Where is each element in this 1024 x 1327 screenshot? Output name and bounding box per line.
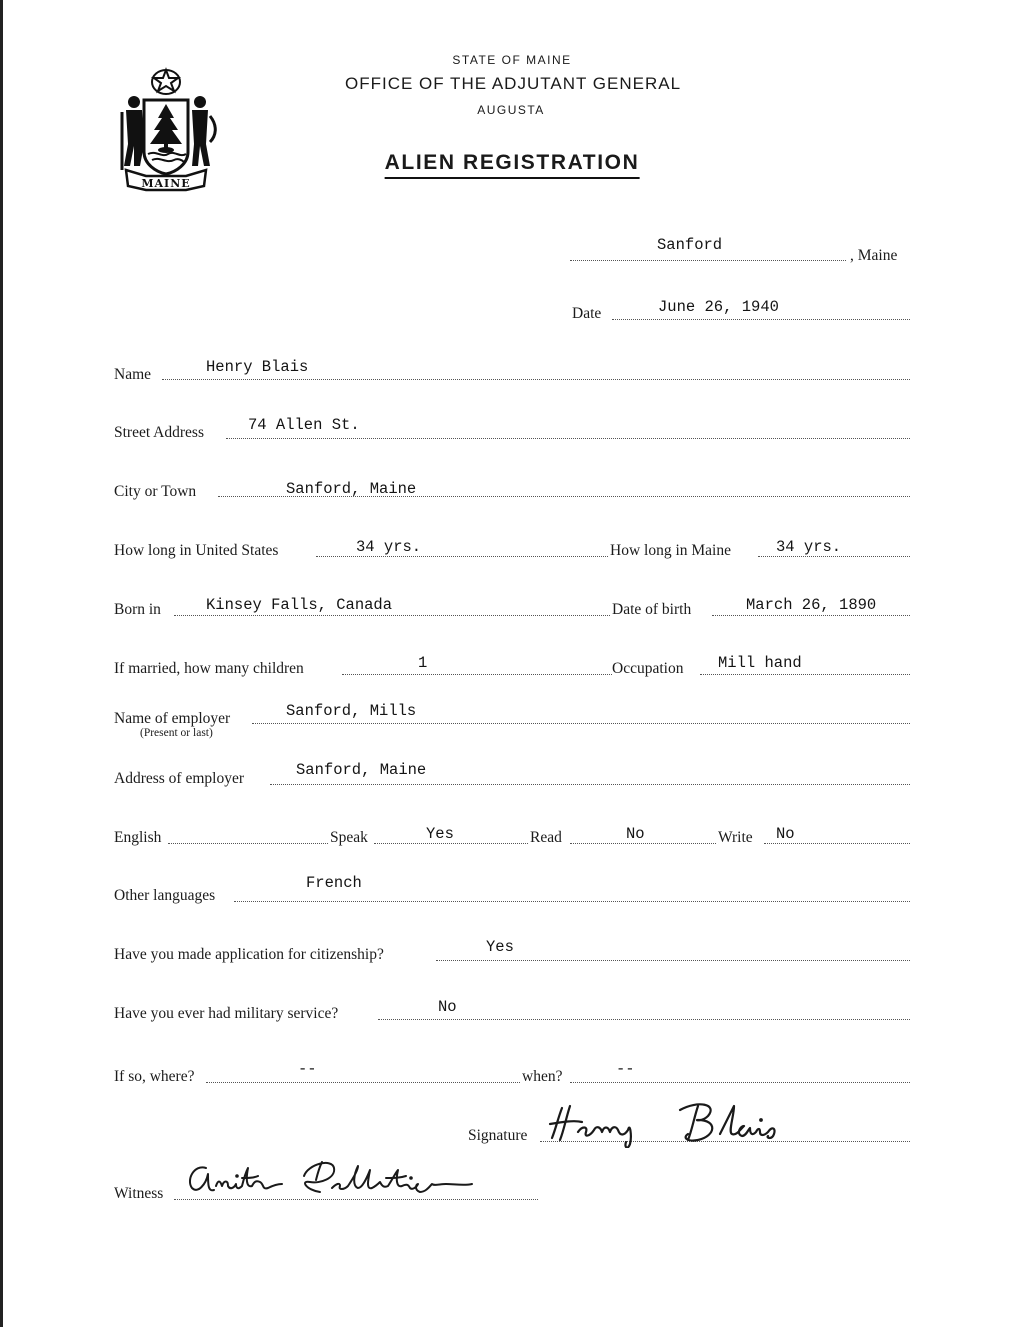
city-label: City or Town: [114, 483, 197, 500]
date-of-birth-value: March 26, 1890: [746, 596, 877, 614]
english-line: [168, 843, 328, 844]
read-label: Read: [530, 829, 562, 846]
how-long-us-value: 34 yrs.: [356, 538, 422, 556]
employer-address-line: [270, 784, 910, 785]
date-of-birth-label: Date of birth: [612, 601, 692, 618]
town-value: Sanford: [657, 236, 723, 254]
how-long-us-line: [316, 556, 608, 557]
date-value: June 26, 1940: [658, 298, 779, 316]
employer-line: [252, 723, 910, 724]
write-label: Write: [718, 829, 753, 846]
where-value: --: [298, 1060, 317, 1078]
city-value: Sanford, Maine: [286, 480, 417, 498]
military-label: Have you ever had military service?: [114, 1005, 339, 1022]
employer-label: Name of employer: [114, 710, 231, 727]
military-value: No: [438, 998, 457, 1016]
name-line: [162, 379, 910, 380]
other-languages-label: Other languages: [114, 887, 216, 904]
street-address-line: [226, 438, 910, 439]
write-line: [764, 843, 910, 844]
street-address-label: Street Address: [114, 424, 204, 441]
born-in-line: [174, 615, 610, 616]
how-long-us-label: How long in United States: [114, 542, 279, 559]
witness-label: Witness: [114, 1185, 164, 1202]
write-value: No: [776, 825, 795, 843]
employer-address-label: Address of employer: [114, 770, 244, 787]
maine-state-seal: [112, 66, 220, 194]
how-long-maine-value: 34 yrs.: [776, 538, 842, 556]
witness-handwriting: [182, 1150, 512, 1204]
occupation-value: Mill hand: [718, 654, 802, 672]
citizenship-line: [436, 960, 910, 961]
when-line: [570, 1082, 910, 1083]
where-label: If so, where?: [114, 1068, 195, 1085]
header-state: STATE OF MAINE: [452, 53, 572, 67]
header-city: AUGUSTA: [477, 103, 545, 117]
employer-address-value: Sanford, Maine: [296, 761, 427, 779]
when-label: when?: [522, 1068, 563, 1085]
children-label: If married, how many children: [114, 660, 304, 677]
name-label: Name: [114, 366, 152, 383]
state-label: , Maine: [850, 247, 898, 264]
citizenship-label: Have you made application for citizenship?: [114, 946, 384, 963]
date-line: [612, 319, 910, 320]
english-label: English: [114, 829, 162, 846]
signature-label: Signature: [468, 1127, 528, 1144]
citizenship-value: Yes: [486, 938, 514, 956]
when-value: --: [616, 1060, 635, 1078]
occupation-label: Occupation: [612, 660, 684, 677]
occupation-line: [700, 674, 910, 675]
employer-value: Sanford, Mills: [286, 702, 417, 720]
children-value: 1: [418, 654, 428, 672]
speak-label: Speak: [330, 829, 368, 846]
street-address-value: 74 Allen St.: [248, 416, 360, 434]
children-line: [342, 674, 612, 675]
date-of-birth-line: [712, 615, 910, 616]
seal-banner-text: MAINE: [141, 177, 191, 190]
where-line: [206, 1082, 520, 1083]
page-edge: [0, 0, 3, 1327]
other-languages-value: French: [306, 874, 362, 892]
born-in-value: Kinsey Falls, Canada: [206, 596, 393, 614]
speak-line: [374, 843, 528, 844]
other-languages-line: [234, 901, 910, 902]
read-value: No: [626, 825, 645, 843]
born-in-label: Born in: [114, 601, 161, 618]
town-line: [570, 260, 846, 261]
read-line: [570, 843, 716, 844]
date-label: Date: [572, 305, 602, 322]
form-title: ALIEN REGISTRATION: [385, 151, 640, 179]
speak-value: Yes: [426, 825, 454, 843]
name-value: Henry Blais: [206, 358, 309, 376]
employer-sublabel: (Present or last): [140, 727, 213, 739]
how-long-maine-line: [758, 556, 910, 557]
signature-handwriting: [548, 1092, 838, 1148]
header-office: OFFICE OF THE ADJUTANT GENERAL: [344, 74, 682, 93]
how-long-maine-label: How long in Maine: [610, 542, 731, 559]
military-line: [378, 1019, 910, 1020]
